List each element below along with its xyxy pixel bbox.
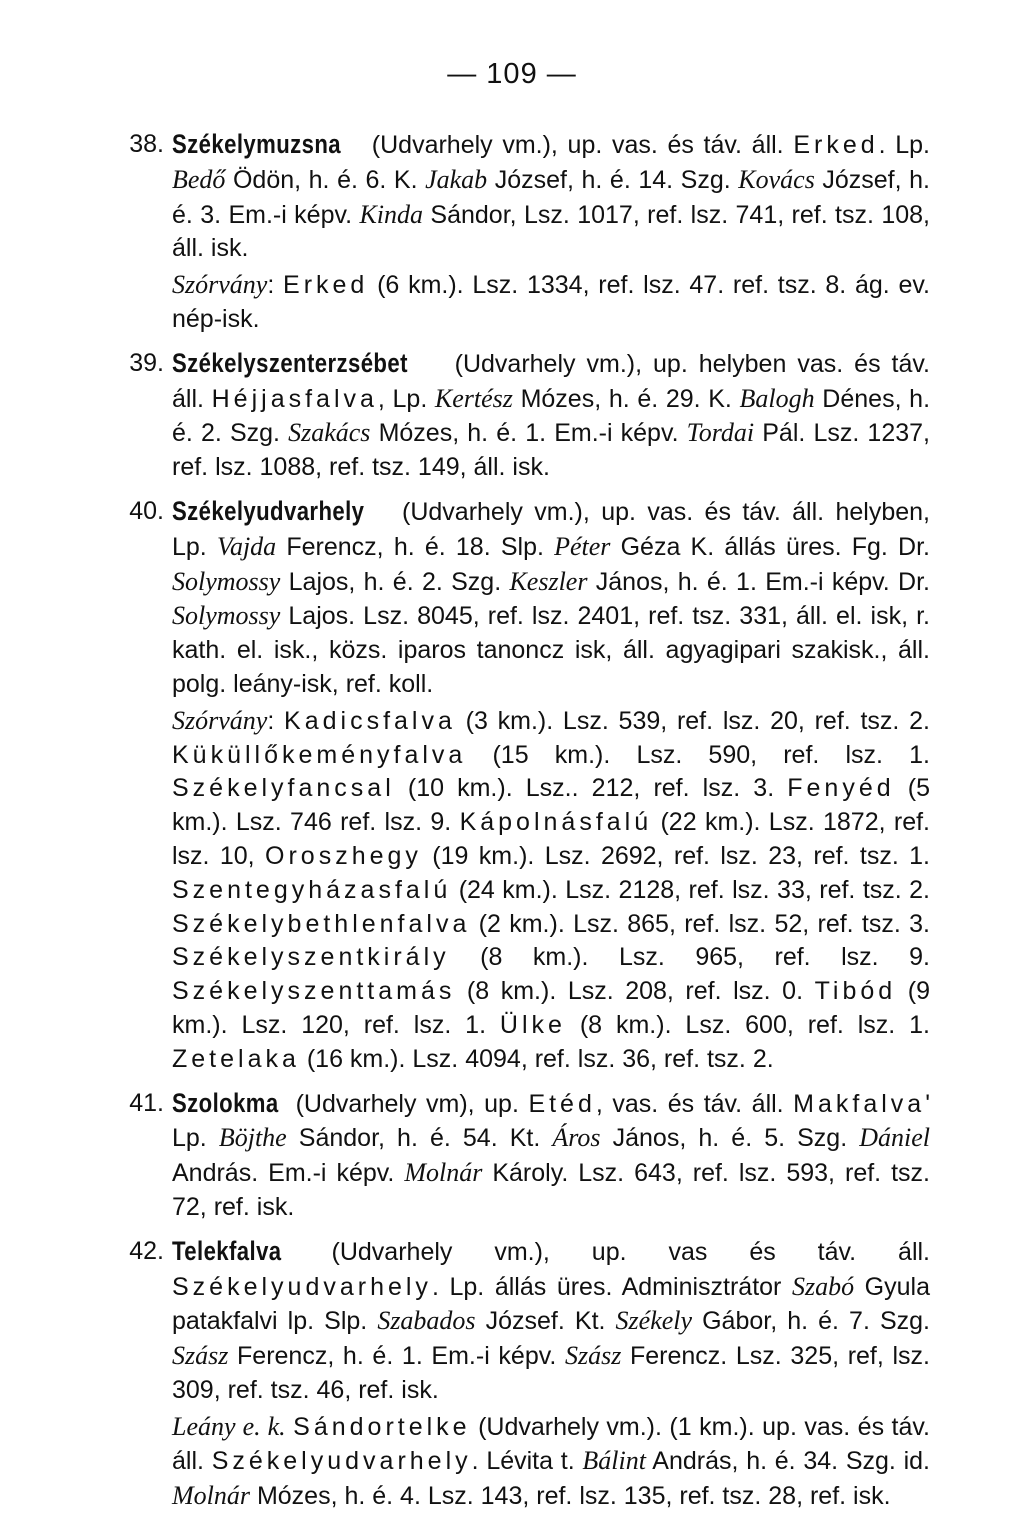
entry-heading: Telekfalva	[172, 1235, 282, 1266]
entry-heading: Szolokma	[172, 1087, 279, 1118]
text-run: (8 km.). Lsz. 600, ref. lsz. 1.	[565, 1010, 930, 1039]
italic-name: Jakab	[425, 164, 488, 194]
spaced-place-name: Ülke	[499, 1010, 566, 1039]
text-run: (Udvarhely vm.). (1 km.). up. vas. és táv. áll.	[172, 1412, 930, 1476]
entry-text	[172, 1235, 930, 1408]
spaced-place-name: Székelybethlenfalva	[172, 909, 471, 938]
text-run: Mózes, h. é. 4. Lsz. 143, ref. lsz. 135, ref. tsz. 28, ref. isk.	[250, 1482, 891, 1511]
text-run: (5 km.). Lsz. 746 ref. lsz. 9.	[172, 774, 930, 837]
italic-name: Kovács	[738, 164, 815, 194]
text-run: (Udvarhely vm.), up. helyben vas. és táv. áll.	[172, 349, 930, 413]
entry-heading: Székelymuzsna	[172, 129, 342, 159]
text-run: , Lp.	[377, 384, 435, 413]
text-run: Ferencz. Lsz. 325, ref, lsz. 309, ref. tsz. 46, ref. isk.	[172, 1342, 930, 1404]
entry-number: 41.	[129, 1088, 164, 1117]
spaced-place-name: Székelyudvarhely	[172, 1272, 432, 1301]
text-run: János, h. é. 5. Szg.	[600, 1124, 860, 1153]
text-run: (Udvarhely vm), up.	[286, 1089, 529, 1118]
entry-number: 39.	[129, 348, 164, 377]
entry-heading: Székelyudvarhely	[172, 495, 365, 526]
text-run: (19 km.). Lsz. 2692, ref. lsz. 23, ref. tsz. 1.	[421, 841, 930, 870]
directory-entry	[100, 495, 930, 1077]
text-run: . Lp. állás üres. Adminisztrátor	[431, 1272, 792, 1301]
entry-text	[172, 128, 930, 266]
italic-name: Tordai	[686, 418, 755, 448]
text-run: Lajos, h. é. 2. Szg.	[280, 567, 510, 596]
italic-name: Balogh	[739, 383, 815, 413]
italic-name: Szabó	[791, 1271, 855, 1301]
italic-name: Bálint	[582, 1446, 646, 1476]
text-run: András, h. é. 34. Szg. id.	[645, 1447, 931, 1476]
spaced-place-name: Székelyfancsal	[172, 774, 395, 803]
italic-name: Vajda	[216, 531, 277, 561]
spaced-place-name: Kadicsfalva	[284, 706, 456, 735]
text-run: Gábor, h. é. 7. Szg.	[692, 1307, 931, 1336]
spaced-place-name: Székelyszentkirály	[172, 943, 450, 972]
italic-name: Szakács	[288, 418, 371, 448]
entry-text	[172, 495, 930, 702]
text-run: (9 km.). Lsz. 120, ref. lsz. 1.	[172, 977, 930, 1039]
italic-name: Molnár	[172, 1481, 250, 1511]
text-run: (24 km.). Lsz. 2128, ref. lsz. 33, ref. tsz. 2.	[451, 875, 930, 904]
entry-subsection	[172, 1410, 930, 1514]
italic-name: Szász	[172, 1341, 229, 1371]
entry-number: 40.	[129, 496, 164, 525]
italic-name: Solymossy	[172, 601, 281, 631]
spaced-place-name: Sándortelke	[293, 1412, 471, 1441]
text-run: (6 km.). Lsz. 1334, ref. lsz. 47. ref. tsz. 8. ág. ev. nép-isk.	[172, 271, 930, 333]
entry-subsection	[172, 704, 930, 1077]
text-run: József. Kt.	[475, 1307, 616, 1336]
spaced-place-name: Küküllőkeményfalva	[172, 740, 467, 769]
text-run: (15 km.). Lsz. 590, ref. lsz. 1.	[466, 740, 930, 769]
italic-name: Keszler	[509, 566, 588, 596]
directory-entry	[100, 347, 930, 485]
spaced-place-name: Makfalva	[793, 1089, 926, 1118]
text-run: Károly. Lsz. 643, ref. lsz. 593, ref. tsz. 72, ref. isk.	[172, 1159, 930, 1221]
italic-name: Kinda	[359, 199, 424, 229]
document-body	[100, 128, 930, 1524]
text-run: . Lp.	[878, 131, 930, 159]
text-run: Gyula patakfalvi lp. Slp.	[172, 1272, 930, 1336]
text-run: (Udvarhely vm.), up. vas. és táv. áll.	[362, 131, 794, 159]
text-run: Mózes, h. é. 1. Em.-i képv.	[370, 419, 687, 448]
text-run: Sándor, Lsz. 1017, ref. lsz. 741, ref. tsz. 108, áll. isk.	[172, 200, 930, 263]
entry-text	[172, 1087, 930, 1225]
spaced-place-name: Székelyudvarhely	[211, 1447, 472, 1476]
spaced-place-name: Erked	[283, 271, 369, 300]
text-run: Ferencz, h. é. 1. Em.-i képv.	[228, 1342, 565, 1371]
text-run: Mózes, h. é. 29. K.	[512, 384, 740, 413]
spaced-place-name: Tibód	[814, 977, 897, 1006]
text-run: (16 km.). Lsz. 4094, ref. lsz. 36, ref. tsz. 2.	[299, 1044, 774, 1073]
text-run: Ödön, h. é. 6. K.	[225, 165, 426, 194]
text-run: ' Lp.	[172, 1089, 930, 1153]
spaced-place-name: Szentegyházasfalú	[172, 875, 452, 904]
text-run: (10 km.). Lsz.. 212, ref. lsz. 3.	[394, 774, 788, 803]
text-run: József, h. é. 3. Em.-i képv.	[172, 165, 930, 229]
entry-text	[172, 347, 930, 485]
directory-entry	[100, 128, 930, 337]
italic-name: Szórvány	[172, 705, 268, 735]
spaced-place-name: Fenyéd	[787, 774, 895, 803]
italic-name: Bedő	[172, 164, 226, 194]
page-number: — 109 —	[447, 58, 577, 90]
italic-name: Áros	[552, 1123, 601, 1153]
italic-name: Böjthe	[218, 1123, 287, 1153]
text-run: Sándor, h. é. 54. Kt.	[286, 1124, 553, 1153]
text-run: Ferencz, h. é. 18. Slp.	[276, 532, 555, 561]
text-run: (Udvarhely vm.), up. vas. és táv. áll. helyben, Lp.	[172, 497, 930, 561]
italic-name: Molnár	[404, 1158, 483, 1188]
entry-number: 38.	[129, 130, 164, 158]
italic-name: Székely	[615, 1306, 693, 1336]
text-run: :	[267, 706, 285, 735]
italic-name: Szórvány	[172, 270, 268, 300]
spaced-place-name: Zetelaka	[172, 1044, 300, 1073]
spaced-place-name: Kápolnásfalú	[459, 808, 653, 837]
text-run: József, h. é. 14. Szg.	[487, 165, 739, 194]
spaced-place-name: Etéd	[528, 1089, 596, 1118]
text-run: (8 km.). Lsz. 965, ref. lsz. 9.	[449, 943, 930, 972]
directory-entry	[100, 1087, 930, 1225]
text-run: (Udvarhely vm.), up. vas és táv. áll.	[289, 1237, 930, 1266]
italic-name: Kertész	[434, 383, 513, 413]
entry-subsection	[172, 268, 930, 337]
text-run: Lajos. Lsz. 8045, ref. lsz. 2401, ref. tsz. 331, áll. el. isk, r. kath. el. isk., közs. iparos tanoncz isk, áll. agyagipari szakisk., áll. polg. leány-isk, ref. koll.	[172, 602, 930, 698]
text-run: Géza K. állás üres. Fg. Dr.	[610, 532, 930, 561]
text-run: (2 km.). Lsz. 865, ref. lsz. 52, ref. tsz. 3.	[470, 909, 930, 938]
text-run: , vas. és táv. áll.	[595, 1089, 794, 1118]
italic-name: Solymossy	[172, 566, 281, 596]
entry-heading: Székelyszenterzsébet	[172, 347, 408, 378]
text-run: (3 km.). Lsz. 539, ref. lsz. 20, ref. tsz. 2.	[455, 706, 930, 735]
italic-name: Dániel	[859, 1123, 931, 1153]
text-run: Pál. Lsz. 1237, ref. lsz. 1088, ref. tsz. 149, áll. isk.	[172, 419, 930, 482]
text-run: János, h. é. 1. Em.-i képv. Dr.	[587, 567, 930, 596]
text-run: :	[267, 271, 284, 300]
text-run: . Lévita t.	[471, 1447, 583, 1476]
text-run: (8 km.). Lsz. 208, ref. lsz. 0.	[455, 977, 815, 1006]
spaced-place-name: Oroszhegy	[265, 841, 422, 870]
spaced-place-name: Székelyszenttamás	[172, 977, 456, 1006]
italic-name: Péter	[554, 531, 611, 561]
italic-name: Szabados	[377, 1306, 476, 1336]
text-run: András. Em.-i képv.	[172, 1159, 405, 1188]
text-run: (22 km.). Lsz. 1872, ref. lsz. 10,	[172, 808, 931, 870]
entry-number: 42.	[129, 1236, 164, 1265]
spaced-place-name: Erked	[793, 131, 879, 159]
italic-name: Szász	[564, 1341, 622, 1371]
italic-name: Leány e. k.	[172, 1411, 286, 1441]
directory-entry	[100, 1235, 930, 1514]
text-run: Dénes, h. é. 2. Szg.	[172, 384, 931, 448]
spaced-place-name: Héjjasfalva	[211, 384, 378, 413]
